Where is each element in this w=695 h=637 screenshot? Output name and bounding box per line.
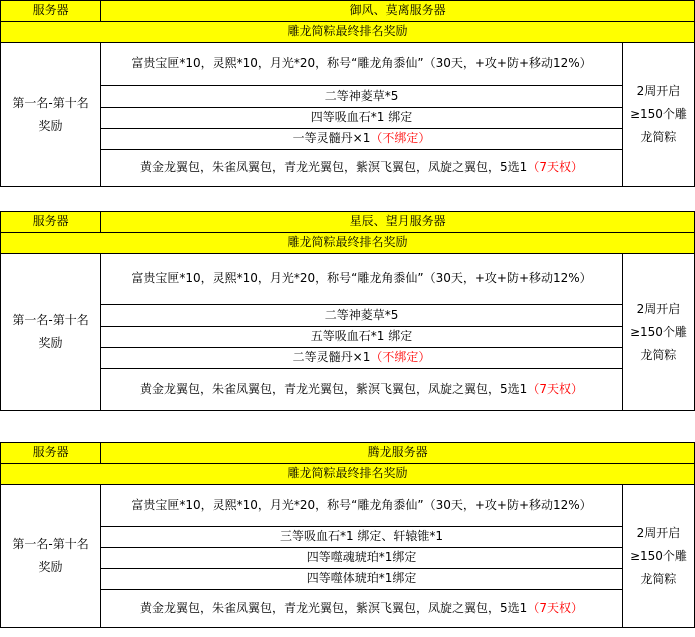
reward-item: 二等灵髓丹×1（不绑定） bbox=[101, 348, 623, 369]
reward-item: 黄金龙翼包，朱雀凤翼包，青龙光翼包，紫溟飞翼包，凤旋之翼包，5选1（7天权） bbox=[101, 369, 623, 411]
rank-range-label: 第一名-第十名奖励 bbox=[1, 254, 101, 411]
ranking-title-row bbox=[1, 233, 695, 254]
reward-item: 富贵宝匣*10，灵熙*10，月光*20，称号“雕龙角黍仙”（30天，+攻+防+移动12%） bbox=[101, 485, 623, 527]
reward-section-3 bbox=[0, 442, 695, 628]
open-condition-note: 2周开启≥150个雕龙简粽 bbox=[622, 43, 694, 187]
reward-item: 二等神菱草*5 bbox=[101, 86, 623, 108]
ranking-title: 雕龙简粽最终排名奖励 bbox=[1, 464, 695, 485]
ranking-title-row bbox=[1, 464, 695, 485]
reward-item: 二等神菱草*5 bbox=[101, 305, 623, 327]
rank-range-label: 第一名-第十名奖励 bbox=[1, 485, 101, 628]
ranking-title: 雕龙简粽最终排名奖励 bbox=[1, 22, 695, 43]
server-column-label: 服务器 bbox=[1, 212, 101, 233]
open-condition-note: 2周开启≥150个雕龙简粽 bbox=[622, 485, 694, 628]
ranking-title-row bbox=[1, 22, 695, 43]
server-name: 御风、莫离服务器 bbox=[101, 1, 695, 22]
reward-item: 五等吸血石*1 绑定 bbox=[101, 327, 623, 348]
server-header-row bbox=[1, 443, 695, 464]
reward-item: 富贵宝匣*10，灵熙*10，月光*20，称号“雕龙角黍仙”（30天，+攻+防+移动12%） bbox=[101, 254, 623, 305]
server-column-label: 服务器 bbox=[1, 1, 101, 22]
reward-item: 四等噬魂琥珀*1绑定 bbox=[101, 548, 623, 569]
reward-item: 四等噬体琥珀*1绑定 bbox=[101, 569, 623, 590]
reward-item: 黄金龙翼包，朱雀凤翼包，青龙光翼包，紫溟飞翼包，凤旋之翼包，5选1（7天权） bbox=[101, 150, 623, 187]
reward-item: 富贵宝匣*10，灵熙*10，月光*20，称号“雕龙角黍仙”（30天，+攻+防+移动12%） bbox=[101, 43, 623, 86]
server-name: 星辰、望月服务器 bbox=[101, 212, 695, 233]
server-header-row bbox=[1, 212, 695, 233]
reward-section-2 bbox=[0, 211, 695, 411]
server-name: 腾龙服务器 bbox=[101, 443, 695, 464]
open-condition-note: 2周开启≥150个雕龙简粽 bbox=[622, 254, 694, 411]
reward-item: 黄金龙翼包，朱雀凤翼包，青龙光翼包，紫溟飞翼包，凤旋之翼包，5选1（7天权） bbox=[101, 590, 623, 628]
ranking-title: 雕龙简粽最终排名奖励 bbox=[1, 233, 695, 254]
server-column-label: 服务器 bbox=[1, 443, 101, 464]
reward-item: 四等吸血石*1 绑定 bbox=[101, 108, 623, 129]
rank-range-label: 第一名-第十名奖励 bbox=[1, 43, 101, 187]
reward-section-1 bbox=[0, 0, 695, 187]
server-header-row bbox=[1, 1, 695, 22]
reward-item: 一等灵髓丹×1（不绑定） bbox=[101, 129, 623, 150]
reward-item: 三等吸血石*1 绑定、轩辕锥*1 bbox=[101, 527, 623, 548]
